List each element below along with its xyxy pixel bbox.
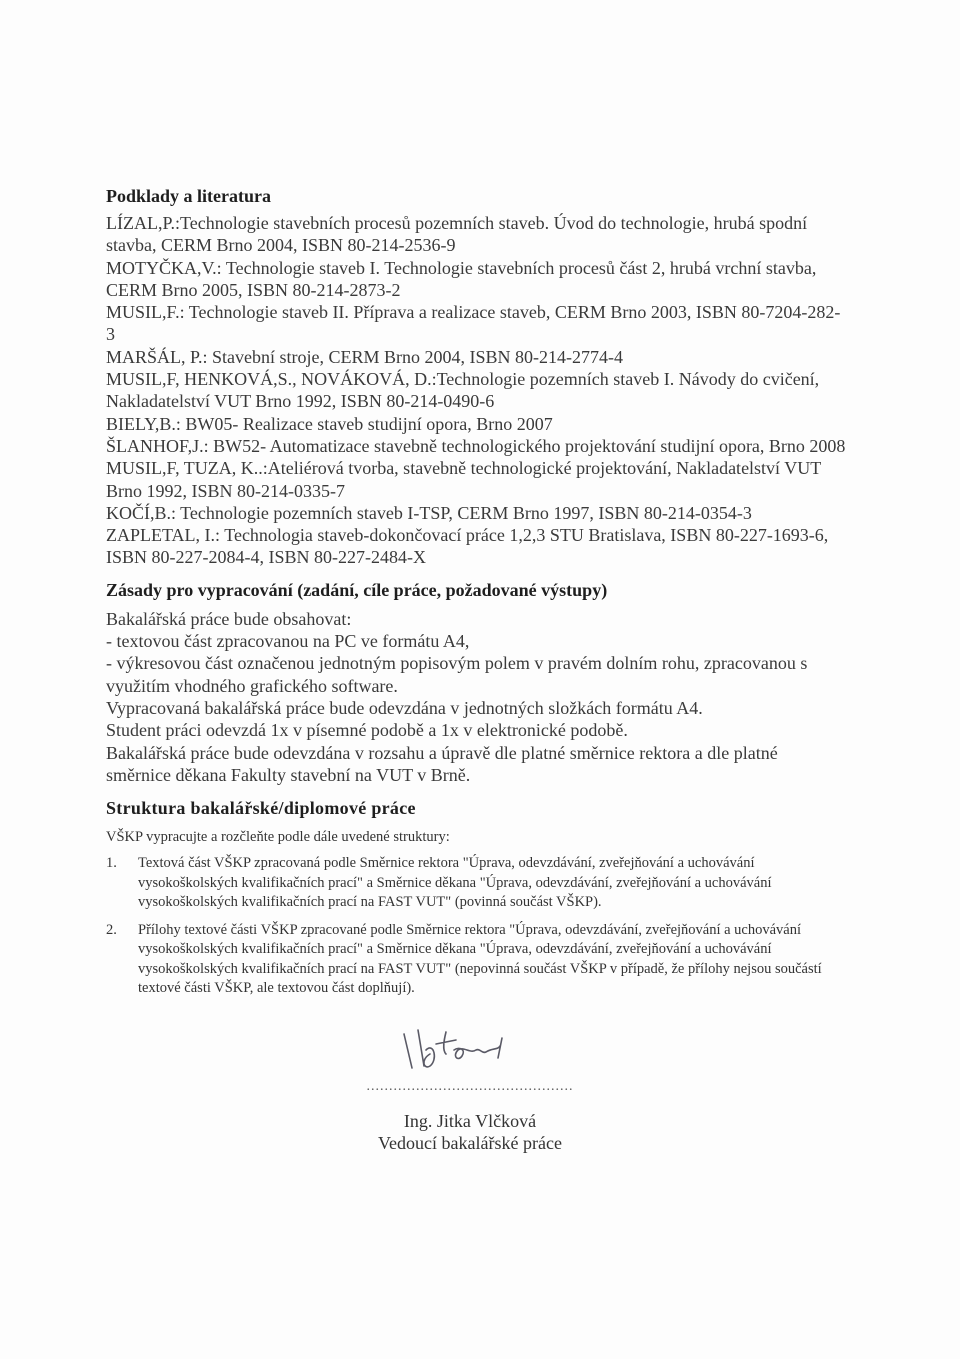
structure-heading: Struktura bakalářské/diplomové práce	[106, 798, 416, 819]
literature-entry: ŠLANHOF,J.: BW52- Automatizace stavebně technologického projektování studijní opora, Brno 2008	[106, 435, 846, 456]
principles-paragraph: Bakalářská práce bude obsahovat:	[106, 608, 352, 629]
literature-heading: Podklady a literatura	[106, 186, 271, 206]
structure-item	[106, 921, 846, 999]
handwritten-signature	[390, 1020, 550, 1080]
literature-entry: BIELY,B.: BW05- Realizace staveb studijní opora, Brno 2007	[106, 413, 553, 434]
literature-entry: MUSIL,F, TUZA, K..:Ateliérová tvorba, stavebně technologické projektování, Nakladatelství VUT Brno 1992, ISBN 80-214-0335-7	[106, 458, 821, 501]
literature-entry: MOTYČKA,V.: Technologie staveb I. Technologie stavebních procesů část 2, hrubá vrchní stavba, CERM Brno 2005, ISBN 80-214-2873-2	[106, 257, 817, 300]
principles-paragraph: Student práci odevzdá 1x v písemné podobě a 1x v elektronické podobě.	[106, 720, 628, 741]
literature-list	[106, 212, 846, 569]
literature-entry: MUSIL,F, HENKOVÁ,S., NOVÁKOVÁ, D.:Technologie pozemních staveb I. Návody do cvičení, Nakladatelství VUT Brno 1992, ISBN 80-214-0490-6	[106, 369, 820, 412]
signatory-role: Vedoucí bakalářské práce	[378, 1133, 562, 1153]
structure-item-number: 2.	[106, 921, 117, 938]
principles-paragraph: - výkresovou část označenou jednotným popisovým polem v pravém dolním rohu, zpracovanou s využitím vhodného grafického software.	[106, 653, 808, 696]
principles-paragraph: Vypracovaná bakalářská práce bude odevzdána v jednotných složkách formátu A4.	[106, 697, 703, 718]
literature-entry: LÍZAL,P.:Technologie stavebních procesů pozemních staveb. Úvod do technologie, hrubá spodní stavba, CERM Brno 2004, ISBN 80-214-2536-9	[106, 213, 808, 256]
literature-entry: KOČÍ,B.: Technologie pozemních staveb I-TSP, CERM Brno 1997, ISBN 80-214-0354-3	[106, 502, 752, 523]
literature-entry: MUSIL,F.: Technologie staveb II. Příprava a realizace staveb, CERM Brno 2003, ISBN 80-7204-282-3	[106, 302, 841, 345]
signature-block	[330, 1020, 610, 1154]
signatory-name: Ing. Jitka Vlčková	[403, 1111, 537, 1131]
structure-item	[106, 854, 846, 913]
principles-heading: Zásady pro vypracování (zadání, cíle práce, požadované výstupy)	[106, 579, 608, 600]
structure-intro: VŠKP vypracujte a rozčleňte podle dále uvedené struktury:	[106, 829, 450, 846]
structure-item-text: Textová část VŠKP zpracovaná podle Směrnice rektora "Úprava, odevzdávání, zveřejňování a uchovávání vysokoškolských kvalifikačních prací" a Směrnice děkana "Úprava, odevzdávání, zveřejňování a uchovávání vysokoškolských kvalifikačních prací na FAST VUT" (povinná součást VŠKP).	[138, 855, 772, 911]
principles-body	[106, 608, 846, 786]
literature-entry: MARŠÁL, P.: Stavební stroje, CERM Brno 2004, ISBN 80-214-2774-4	[106, 346, 624, 367]
document-content	[106, 184, 846, 1007]
literature-entry: ZAPLETAL, I.: Technologia staveb-dokončovací práce 1,2,3 STU Bratislava, ISBN 80-227-1693-6, ISBN 80-227-2084-4, ISBN 80-227-2484-X	[106, 525, 829, 568]
signature-line: ..............................................	[366, 1079, 574, 1094]
structure-item-text: Přílohy textové části VŠKP zpracované podle Směrnice rektora "Úprava, odevzdávání, zveřejňování a uchovávání vysokoškolských kvalifikačních prací" a Směrnice děkana "Úprava, odevzdávání, zveřejňování a uchovávání vysokoškolských kvalifikačních prací na FAST VUT" (nepovinná součást VŠKP v případě, že přílohy nejsou součástí textové části VŠKP, ale textovou část doplňují).	[138, 921, 822, 997]
structure-item-number: 1.	[106, 855, 117, 872]
principles-paragraph: Bakalářská práce bude odevzdána v rozsahu a úpravě dle platné směrnice rektora a dle platné směrnice děkana Fakulty stavební na VUT v Brně.	[106, 742, 778, 785]
principles-paragraph: - textovou část zpracovanou na PC ve formátu A4,	[106, 631, 470, 652]
structure-list	[106, 854, 846, 999]
